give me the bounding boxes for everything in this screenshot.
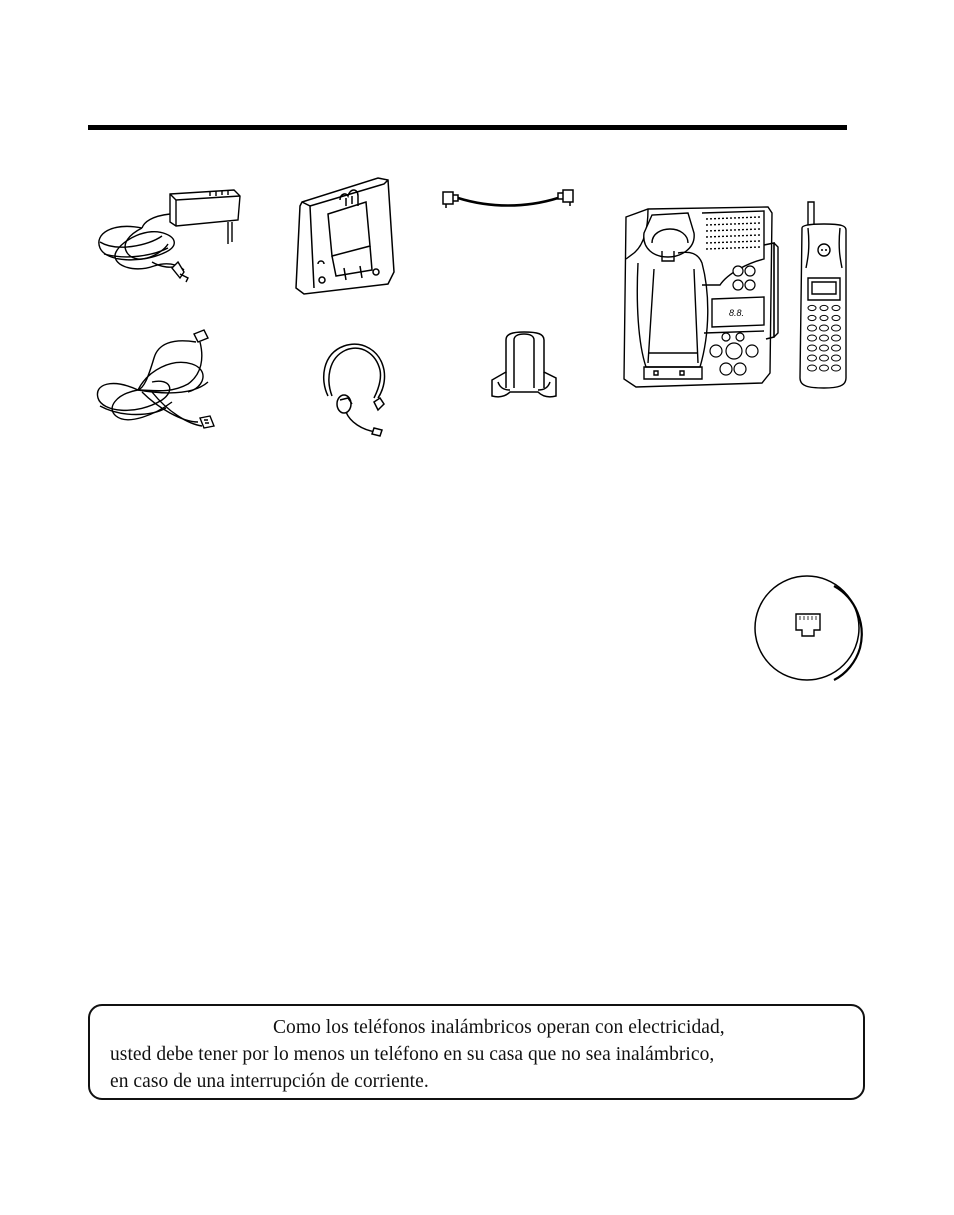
belt-clip-icon: [488, 330, 560, 402]
note-line-2: usted debe tener por lo menos un teléfono en su casa que no sea inalámbrico,: [110, 1044, 715, 1065]
note-line-1: Como los teléfonos inalámbricos operan con electricidad,: [273, 1017, 725, 1038]
base-display-readout: 8.8.: [729, 308, 745, 318]
note-line-3: en caso de una interrupción de corriente.: [110, 1071, 429, 1092]
wall-mount-bracket-icon: [288, 176, 408, 298]
modular-phone-jack-icon: [752, 574, 868, 686]
base-unit-icon: [618, 203, 778, 393]
top-rule: [88, 125, 847, 130]
power-outage-note: [88, 1004, 865, 1100]
long-telephone-line-cord-icon: [92, 328, 222, 438]
headset-icon: [318, 340, 390, 440]
power-outage-note-text: [110, 1014, 850, 1095]
ac-power-adapter-icon: [92, 182, 252, 292]
short-telephone-cord-icon: [440, 186, 576, 216]
handset-icon: [794, 198, 854, 392]
